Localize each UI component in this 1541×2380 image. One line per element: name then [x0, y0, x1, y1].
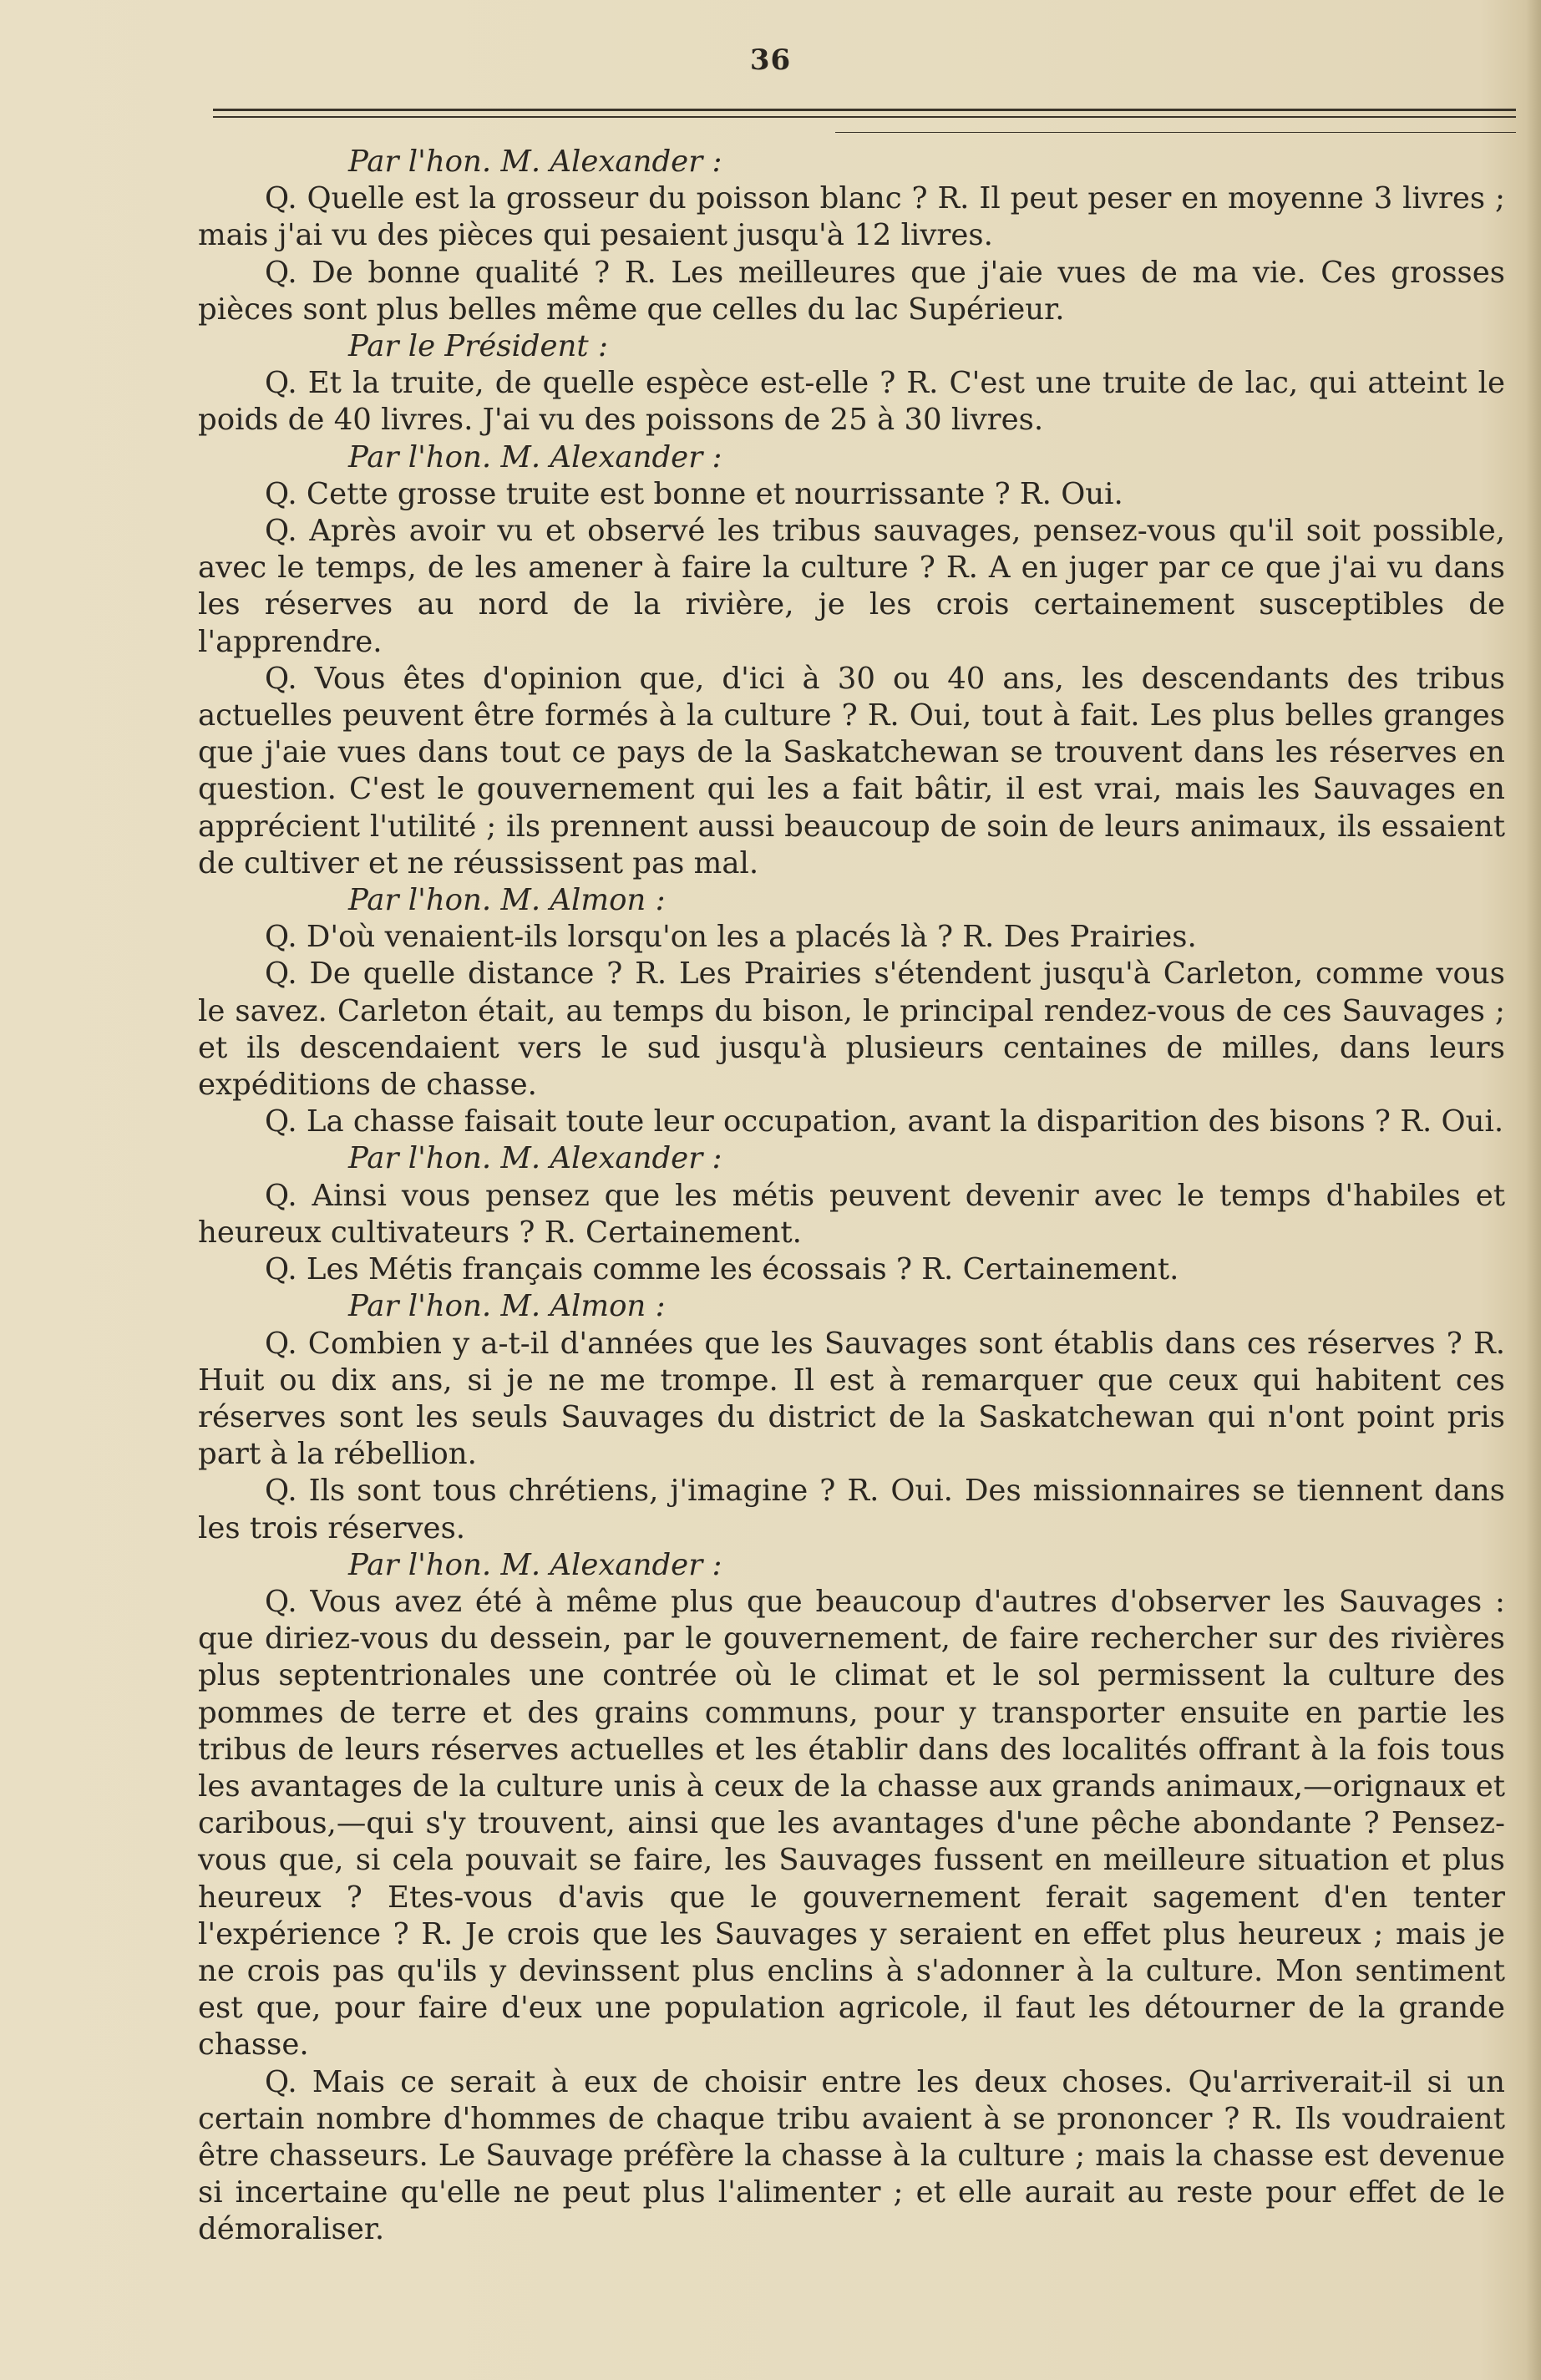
qa-paragraph: Q. Quelle est la grosseur du poisson blanc ? R. Il peut peser en moyenne 3 livres ; mais j'ai vu des pièces qui pesaient jusqu'à 12 livres.: [198, 181, 1505, 253]
qa-paragraph: Q. De quelle distance ? R. Les Prairies s'étendent jusqu'à Carleton, comme vous le savez. Carleton était, au temps du bison, le principal rendez-vous de ces Sauvages ; et ils descendaient vers le sud jusqu'à plusieurs centaines de milles, dans leurs expéditions de chasse.: [198, 957, 1505, 1103]
qa-paragraph: Q. La chasse faisait toute leur occupation, avant la disparition des bisons ? R. Oui.: [265, 1104, 1504, 1139]
qa-paragraph: Q. Cette grosse truite est bonne et nourrissante ? R. Oui.: [265, 476, 1123, 511]
page-number: 36: [749, 43, 792, 77]
header-rule: [213, 116, 1516, 118]
qa-paragraph: Q. De bonne qualité ? R. Les meilleures que j'aie vues de ma vie. Ces grosses pièces sont plus belles même que celles du lac Supérieur.: [198, 255, 1505, 327]
speaker-heading: Par l'hon. M. Almon :: [348, 1289, 666, 1324]
speaker-heading: Par le Président :: [348, 329, 608, 364]
qa-paragraph: Q. D'où venaient-ils lorsqu'on les a placés là ? R. Des Prairies.: [265, 920, 1197, 955]
qa-paragraph: Q. Vous êtes d'opinion que, d'ici à 30 ou 40 ans, les descendants des tribus actuelles peuvent être formés à la culture ? R. Oui, tout à fait. Les plus belles granges que j'aie vues dans tout ce pays de la Saskatchewan se trouvent dans les réserves en question. C'est le gouvernement qui les a fait bâtir, il est vrai, mais les Sauvages en apprécient l'utilité ; ils prennent aussi beaucoup de soin de leurs animaux, ils essaient de cultiver et ne réussissent pas mal.: [198, 661, 1505, 880]
speaker-heading: Par l'hon. M. Alexander :: [348, 1547, 722, 1582]
qa-paragraph: Q. Les Métis français comme les écossais ? R. Certainement.: [265, 1252, 1179, 1287]
speaker-heading: Par l'hon. M. Alexander :: [348, 1141, 722, 1176]
header-rule: [835, 132, 1516, 133]
page-body: [198, 144, 1505, 2249]
qa-paragraph: Q. Et la truite, de quelle espèce est-elle ? R. C'est une truite de lac, qui atteint le poids de 40 livres. J'ai vu des poissons de 25 à 30 livres.: [198, 366, 1505, 438]
speaker-heading: Par l'hon. M. Alexander :: [348, 439, 722, 474]
qa-paragraph: Q. Vous avez été à même plus que beaucoup d'autres d'observer les Sauvages : que diriez-vous du dessein, par le gouvernement, de faire rechercher sur des rivières plus septentrionales une contrée où le climat et le sol permissent la culture des pommes de terre et des grains communs, pour y transporter ensuite en partie les tribus de leurs réserves actuelles et les établir dans des localités offrant à la fois tous les avantages de la culture unis à ceux de la chasse aux grands animaux,—orignaux et caribous,—qui s'y trouvent, ainsi que les avantages d'une pêche abondante ? Pensez-vous que, si cela pouvait se faire, les Sauvages fussent en meilleure situation et plus heureux ? Etes-vous d'avis que le gouvernement ferait sagement d'en tenter l'expérience ? R. Je crois que les Sauvages y seraient en effet plus heureux ; mais je ne crois pas qu'ils y devinssent plus enclins à s'adonner à la culture. Mon sentiment est que, pour faire d'eux une population agricole, il faut les détourner de la grande chasse.: [198, 1584, 1505, 2063]
qa-paragraph: Q. Mais ce serait à eux de choisir entre les deux choses. Qu'arriverait-il si un certain nombre d'hommes de chaque tribu avaient à se prononcer ? R. Ils voudraient être chasseurs. Le Sauvage préfère la chasse à la culture ; mais la chasse est devenue si incertaine qu'elle ne peut plus l'alimenter ; et elle aurait au reste pour effet de le démoraliser.: [198, 2064, 1505, 2247]
speaker-heading: Par l'hon. M. Alexander :: [348, 145, 722, 179]
header-rule: [213, 109, 1516, 111]
qa-paragraph: Q. Ils sont tous chrétiens, j'imagine ? R. Oui. Des missionnaires se tiennent dans les trois réserves.: [198, 1474, 1505, 1545]
speaker-heading: Par l'hon. M. Almon :: [348, 883, 666, 918]
qa-paragraph: Q. Combien y a-t-il d'années que les Sauvages sont établis dans ces réserves ? R. Huit ou dix ans, si je ne me trompe. Il est à remarquer que ceux qui habitent ces réserves sont les seuls Sauvages du district de la Saskatchewan qui n'ont point pris part à la rébellion.: [198, 1326, 1505, 1472]
qa-paragraph: Q. Après avoir vu et observé les tribus sauvages, pensez-vous qu'il soit possible, avec le temps, de les amener à faire la culture ? R. A en juger par ce que j'ai vu dans les réserves au nord de la rivière, je les crois certainement susceptibles de l'apprendre.: [198, 514, 1505, 659]
qa-paragraph: Q. Ainsi vous pensez que les métis peuvent devenir avec le temps d'habiles et heureux cultivateurs ? R. Certainement.: [198, 1178, 1505, 1250]
